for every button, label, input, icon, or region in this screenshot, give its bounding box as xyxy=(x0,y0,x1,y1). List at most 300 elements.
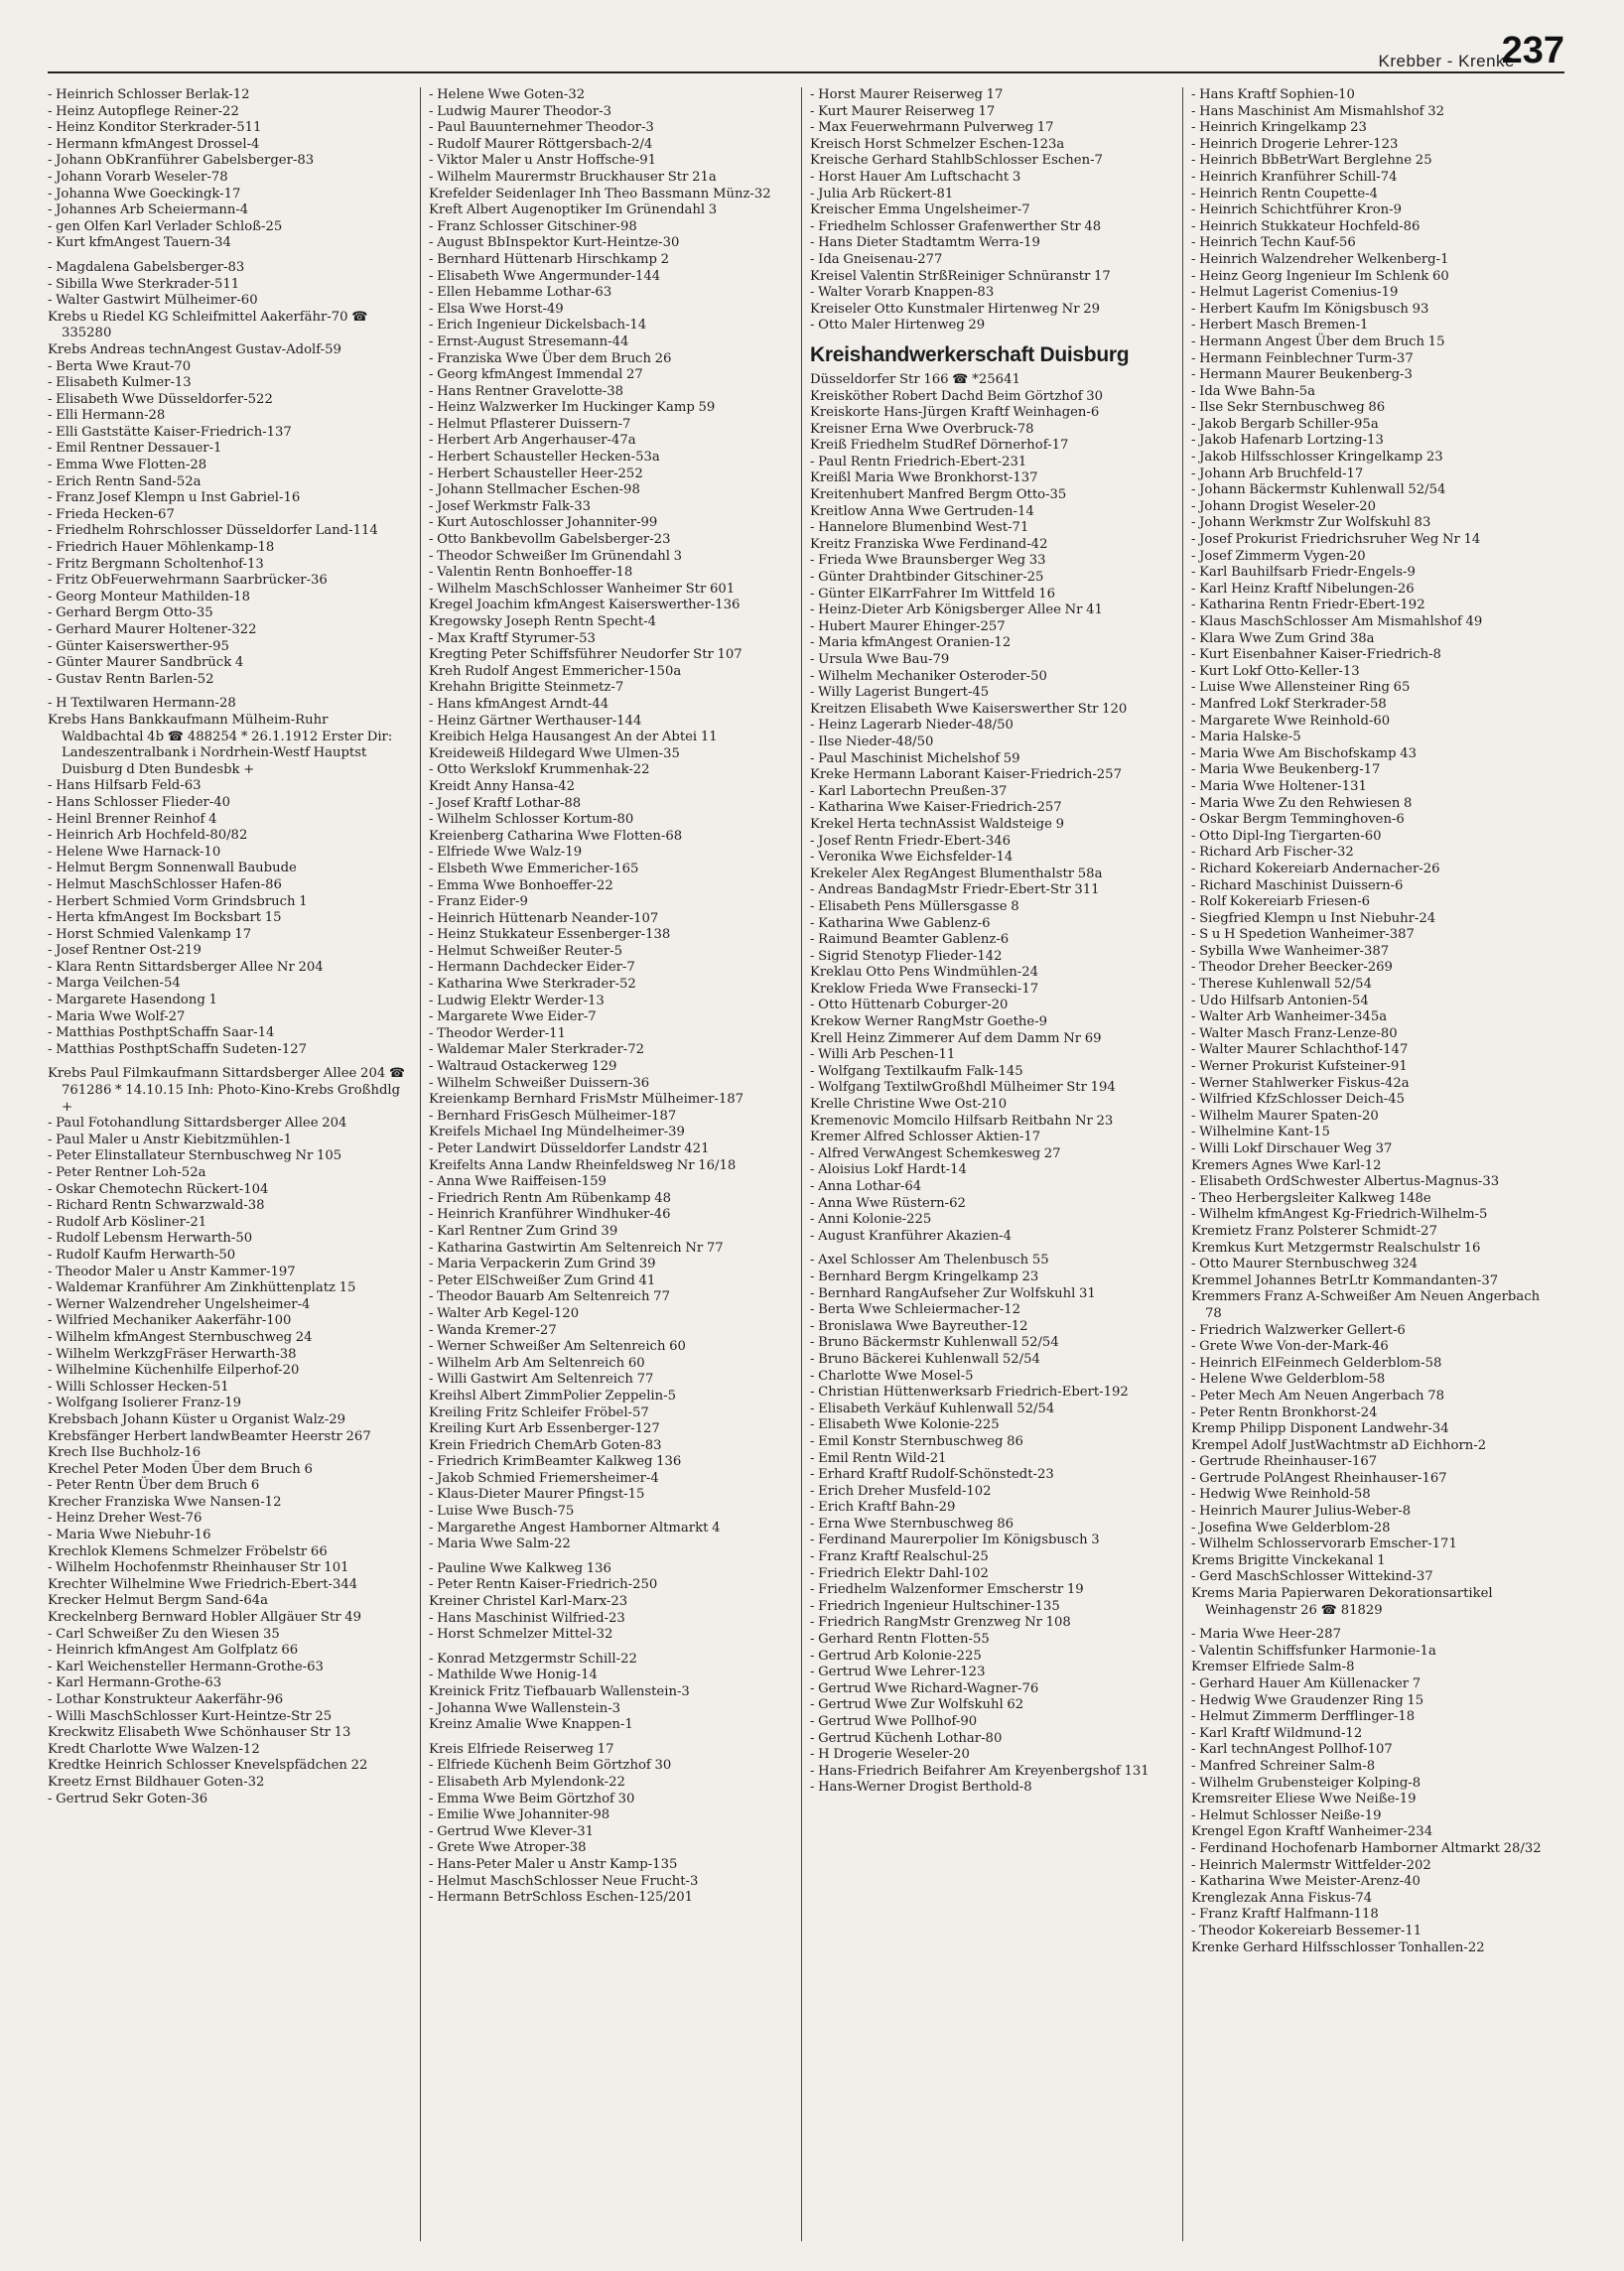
directory-entry: - Paul Bauunternehmer Theodor-3 xyxy=(429,120,654,136)
directory-entry: - Bernhard RangAufseher Zur Wolfskuhl 31 xyxy=(810,1285,1096,1301)
directory-entry: - Katharina Wwe Sterkrader-52 xyxy=(429,977,636,993)
directory-entry: Kreiskorte Hans-Jürgen Kraftf Weinhagen-6 xyxy=(810,405,1100,421)
directory-entry: - Gerhard Rentn Flotten-55 xyxy=(810,1632,990,1648)
directory-entry: - Maria Verpackerin Zum Grind 39 xyxy=(429,1257,656,1272)
directory-entry xyxy=(48,252,411,260)
directory-entry: - Günter Maurer Sandbrück 4 xyxy=(48,655,244,671)
directory-entry: - Richard Kokereiarb Andernacher-26 xyxy=(1191,861,1440,876)
directory-entry: - Heinz Autopflege Reiner-22 xyxy=(48,103,239,119)
directory-entry: - Horst Hauer Am Luftschacht 3 xyxy=(810,169,1021,185)
directory-entry: - Heinrich kfmAngest Am Golfplatz 66 xyxy=(48,1643,299,1659)
directory-entry: - Elisabeth Wwe Düsseldorfer-522 xyxy=(48,391,273,407)
directory-entry: - Elisabeth Kulmer-13 xyxy=(48,375,192,391)
column-4 xyxy=(1191,87,1555,2251)
directory-entry: - Ernst-August Stresemann-44 xyxy=(429,334,629,349)
directory-entry: - Sigrid Stenotyp Flieder-142 xyxy=(810,948,1003,964)
directory-entry: - Margarethe Angest Hamborner Altmarkt 4 xyxy=(429,1520,721,1536)
directory-entry: - Hermann BetrSchloss Eschen-125/201 xyxy=(429,1890,694,1906)
directory-entry: - Margarete Wwe Reinhold-60 xyxy=(1191,713,1391,729)
directory-entry: - Heinrich Hüttenarb Neander-107 xyxy=(429,910,659,926)
directory-entry: - Sybilla Wwe Wanheimer-387 xyxy=(1191,943,1390,959)
directory-entry: - Elisabeth Arb Mylendonk-22 xyxy=(429,1774,625,1790)
directory-entry: - Kurt Autoschlosser Johanniter-99 xyxy=(429,515,658,531)
directory-entry: - Wolfgang Textilkaufm Falk-145 xyxy=(810,1063,1023,1079)
directory-entry: - Oskar Bergm Temminghoven-6 xyxy=(1191,812,1405,828)
directory-entry: - Helene Wwe Harnack-10 xyxy=(48,844,221,860)
directory-entry: - Bernhard FrisGesch Mülheimer-187 xyxy=(429,1108,677,1124)
directory-entry: - Klaus MaschSchlosser Am Mismahlshof 49 xyxy=(1191,614,1483,629)
directory-entry: - Ilse Nieder-48/50 xyxy=(810,734,934,749)
directory-entry: - Josef Rentn Friedr-Ebert-346 xyxy=(810,833,1012,849)
directory-entry: - Oskar Chemotechn Rückert-104 xyxy=(48,1181,269,1197)
directory-entry: - Helmut Schlosser Neiße-19 xyxy=(1191,1807,1382,1823)
directory-entry: Kreitzen Elisabeth Wwe Kaiserswerther Str 120 xyxy=(810,701,1128,717)
directory-entry: - Wilhelm Schlosser Kortum-80 xyxy=(429,812,634,828)
directory-entry: - Otto Maler Hirtenweg 29 xyxy=(810,318,986,334)
directory-entry: Kreinz Amalie Wwe Knappen-1 xyxy=(429,1717,633,1733)
directory-entry: - Herbert Kaufm Im Königsbusch 93 xyxy=(1191,301,1429,317)
directory-entry xyxy=(810,1245,1173,1253)
directory-entry: - Maria Wwe Am Bischofskamp 43 xyxy=(1191,745,1418,761)
directory-entry: - Wilhelm Grubensteiger Kolping-8 xyxy=(1191,1775,1421,1791)
page-number: 237 xyxy=(1501,30,1564,71)
directory-entry: - Friedrich KrimBeamter Kalkweg 136 xyxy=(429,1454,682,1470)
directory-entry: - Walter Vorarb Knappen-83 xyxy=(810,285,995,301)
directory-entry: Kreis Elfriede Reiserweg 17 xyxy=(429,1741,614,1757)
directory-entry: - Helene Wwe Goten-32 xyxy=(429,87,586,102)
directory-entry: - Theodor Schweißer Im Grünendahl 3 xyxy=(429,548,683,564)
directory-entry: Kremietz Franz Polsterer Schmidt-27 xyxy=(1191,1223,1437,1239)
directory-entry: - Luise Wwe Allensteiner Ring 65 xyxy=(1191,680,1411,696)
directory-entry: - Veronika Wwe Eichsfelder-14 xyxy=(810,850,1014,866)
directory-entry: - Hans Maschinist Am Mismahlshof 32 xyxy=(1191,103,1445,119)
directory-entry: - Walter Arb Kegel-120 xyxy=(429,1305,580,1321)
directory-entry: - Elisabeth Verkäuf Kuhlenwall 52/54 xyxy=(810,1401,1055,1416)
directory-entry: - Richard Rentn Schwarzwald-38 xyxy=(48,1198,265,1214)
directory-entry: - Maria Wwe Niebuhr-16 xyxy=(48,1528,211,1543)
directory-entry: - Matthias PosthptSchaffn Sudeten-127 xyxy=(48,1041,308,1057)
directory-entry: Kreiseler Otto Kunstmaler Hirtenweg Nr 29 xyxy=(810,301,1100,317)
directory-entry: - Viktor Maler u Anstr Hoffsche-91 xyxy=(429,153,657,169)
directory-entry: Kredt Charlotte Wwe Walzen-12 xyxy=(48,1741,260,1757)
directory-entry: - Manfred Schreiner Salm-8 xyxy=(1191,1758,1376,1774)
directory-entry: - Gertrud Arb Kolonie-225 xyxy=(810,1648,982,1664)
directory-entry: Kreetz Ernst Bildhauer Goten-32 xyxy=(48,1774,265,1790)
directory-entry: - Gertrud Sekr Goten-36 xyxy=(48,1791,208,1806)
directory-entry: - Wilhelm Schlosservorarb Emscher-171 xyxy=(1191,1536,1457,1552)
directory-entry: - Josef Zimmerm Vygen-20 xyxy=(1191,548,1366,564)
directory-entry: - Gertrud Wwe Klever-31 xyxy=(429,1823,595,1839)
directory-entry: - Grete Wwe Von-der-Mark-46 xyxy=(1191,1339,1389,1355)
directory-entry: Kreckwitz Elisabeth Wwe Schönhauser Str 13 xyxy=(48,1725,351,1741)
directory-entry: - Theo Herbergsleiter Kalkweg 148e xyxy=(1191,1190,1431,1206)
directory-entry: - Theodor Bauarb Am Seltenreich 77 xyxy=(429,1289,670,1305)
directory-entry: - Heinz Dreher West-76 xyxy=(48,1511,203,1527)
directory-entry: - Wilhelm Arb Am Seltenreich 60 xyxy=(429,1355,645,1371)
directory-entry: - Ursula Wwe Bau-79 xyxy=(810,652,950,667)
directory-entry: Krelle Christine Wwe Ost-210 xyxy=(810,1097,1008,1113)
directory-entry: - Heinrich Maurer Julius-Weber-8 xyxy=(1191,1504,1412,1520)
directory-entry: - Johanna Wwe Wallenstein-3 xyxy=(429,1700,621,1716)
directory-entry: - Gertrud Wwe Pollhof-90 xyxy=(810,1714,978,1729)
directory-entry: - Josefina Wwe Gelderblom-28 xyxy=(1191,1520,1391,1536)
directory-entry: Krengel Egon Kraftf Wanheimer-234 xyxy=(1191,1824,1433,1840)
directory-entry: - Erich Rentn Sand-52a xyxy=(48,473,202,489)
directory-entry: - Hans Hilfsarb Feld-63 xyxy=(48,778,202,794)
directory-entry: - Hedwig Wwe Graudenzer Ring 15 xyxy=(1191,1692,1424,1708)
directory-entry: Kreienkamp Bernhard FrisMstr Mülheimer-187 xyxy=(429,1092,744,1108)
directory-entry: Kremmers Franz A-Schweißer Am Neuen Angerbach 78 xyxy=(1191,1289,1541,1321)
directory-entry: - Herbert Schmied Vorm Grindsbruch 1 xyxy=(48,893,308,909)
directory-entry: - Rudolf Lebensm Herwarth-50 xyxy=(48,1231,253,1247)
directory-entry: - Willy Lagerist Bungert-45 xyxy=(810,685,990,701)
directory-entry: - Helmut MaschSchlosser Hafen-86 xyxy=(48,876,282,892)
directory-entry: - Heinz Georg Ingenieur Im Schlenk 60 xyxy=(1191,268,1449,284)
directory-entry: - Heinz Konditor Sterkrader-511 xyxy=(48,120,262,136)
directory-entry: - Maria Wwe Wolf-27 xyxy=(48,1008,186,1024)
directory-entry: - Emil Konstr Sternbuschweg 86 xyxy=(810,1433,1023,1449)
directory-entry: - Bruno Bäckermstr Kuhlenwall 52/54 xyxy=(810,1335,1059,1351)
directory-entry: - Heinz Stukkateur Essenberger-138 xyxy=(429,927,671,943)
directory-entry: - Alfred VerwAngest Schemkesweg 27 xyxy=(810,1145,1061,1161)
directory-entry: - Karl Kraftf Wildmund-12 xyxy=(1191,1725,1363,1741)
directory-entry: - Maria Wwe Zu den Rehwiesen 8 xyxy=(1191,795,1413,811)
directory-entry: - Heinrich Drogerie Lehrer-123 xyxy=(1191,136,1399,152)
directory-entry: - Axel Schlosser Am Thelenbusch 55 xyxy=(810,1253,1049,1269)
directory-entry: - Helmut Zimmerm Derfflinger-18 xyxy=(1191,1709,1416,1725)
directory-entry: - Elisabeth Pens Müllersgasse 8 xyxy=(810,898,1019,914)
directory-entry: - Max Kraftf Styrumer-53 xyxy=(429,630,596,646)
directory-entry: - Hans-Peter Maler u Anstr Kamp-135 xyxy=(429,1856,678,1872)
directory-entry: - Maria Wwe Beukenberg-17 xyxy=(1191,762,1381,778)
directory-entry: - Karl Labortechn Preußen-37 xyxy=(810,783,1008,799)
directory-entry: - Sibilla Wwe Sterkrader-511 xyxy=(48,276,240,292)
directory-entry: - Valentin Schiffsfunker Harmonie-1a xyxy=(1191,1643,1436,1659)
directory-entry: - Ilse Sekr Sternbuschweg 86 xyxy=(1191,400,1386,416)
directory-entry: - Franz Kraftf Halfmann-118 xyxy=(1191,1907,1379,1923)
directory-entry: - Wilhelm Maurermstr Bruckhauser Str 21a xyxy=(429,169,717,185)
directory-entry: Kremers Agnes Wwe Karl-12 xyxy=(1191,1157,1382,1173)
directory-entry: - Hans Maschinist Wilfried-23 xyxy=(429,1610,625,1626)
directory-entry: Kreklow Frieda Wwe Fransecki-17 xyxy=(810,981,1039,997)
directory-entry: - Peter Elinstallateur Sternbuschweg Nr 105 xyxy=(48,1148,342,1164)
directory-entry: - Wilhelm kfmAngest Kg-Friedrich-Wilhelm-5 xyxy=(1191,1207,1488,1223)
directory-entry: - Herbert Schausteller Heer-252 xyxy=(429,466,643,481)
directory-entry: - gen Olfen Karl Verlader Schloß-25 xyxy=(48,218,283,234)
directory-entry: - Horst Schmied Valenkamp 17 xyxy=(48,926,252,942)
directory-entry: - Heinrich Stukkateur Hochfeld-86 xyxy=(1191,218,1421,234)
directory-entry: Krempel Adolf JustWachtmstr aD Eichhorn-2 xyxy=(1191,1437,1487,1453)
directory-entry: - Wilhelm Hochofenmstr Rheinhauser Str 101 xyxy=(48,1560,349,1576)
directory-entry: - Karl Rentner Zum Grind 39 xyxy=(429,1223,618,1239)
directory-entry: - Lothar Konstrukteur Aakerfähr-96 xyxy=(48,1692,284,1707)
directory-entry: - Hubert Maurer Ehinger-257 xyxy=(810,618,1006,634)
directory-entry: - Elsa Wwe Horst-49 xyxy=(429,301,564,317)
directory-entry: - Gertrud Wwe Lehrer-123 xyxy=(810,1665,986,1680)
directory-entry: - Max Feuerwehrmann Pulverweg 17 xyxy=(810,120,1054,136)
directory-entry: - Elfriede Küchenh Beim Görtzhof 30 xyxy=(429,1758,672,1774)
section-heading: Kreishandwerkerschaft Duisburg xyxy=(810,342,1130,366)
directory-entry: - Franziska Wwe Über dem Bruch 26 xyxy=(429,350,672,366)
directory-entry: - Emma Wwe Beim Görtzhof 30 xyxy=(429,1791,635,1806)
directory-entry: - Maria Wwe Holtener-131 xyxy=(1191,778,1367,794)
directory-entry: - Paul Rentn Friedrich-Ebert-231 xyxy=(810,454,1027,469)
directory-entry: - Werner Schweißer Am Seltenreich 60 xyxy=(429,1339,686,1355)
directory-entry: - Richard Arb Fischer-32 xyxy=(1191,845,1354,861)
directory-entry: - Grete Wwe Atroper-38 xyxy=(429,1840,587,1856)
directory-entry: - Herbert Masch Bremen-1 xyxy=(1191,318,1369,334)
directory-entry: Krell Heinz Zimmerer Auf dem Damm Nr 69 xyxy=(810,1030,1102,1046)
directory-entry: Krems Maria Papierwaren Dekorationsartikel Weinhagenstr 26 ☎ 81829 xyxy=(1191,1586,1493,1618)
directory-entry: - Erhard Kraftf Rudolf-Schönstedt-23 xyxy=(810,1467,1054,1483)
directory-entry: - Hans-Friedrich Beifahrer Am Kreyenbergshof 131 xyxy=(810,1763,1150,1779)
directory-entry: Krekeler Alex RegAngest Blumenthalstr 58a xyxy=(810,866,1103,881)
directory-entry: - Paul Fotohandlung Sittardsberger Allee 204 xyxy=(48,1116,347,1132)
directory-entry: - Werner Walzendreher Ungelsheimer-4 xyxy=(48,1296,311,1312)
directory-entry: Kreisner Erna Wwe Overbruck-78 xyxy=(810,421,1034,437)
directory-entry: - Theodor Dreher Beecker-269 xyxy=(1191,960,1393,976)
directory-entry: - Wilfried KfzSchlosser Deich-45 xyxy=(1191,1092,1406,1108)
directory-entry: - Bernhard Bergm Kringelkamp 23 xyxy=(810,1269,1039,1284)
directory-entry: Kreischer Emma Ungelsheimer-7 xyxy=(810,202,1030,218)
directory-entry: - Hans-Werner Drogist Berthold-8 xyxy=(810,1780,1032,1796)
directory-entry: Kreibich Helga Hausangest An der Abtei 11 xyxy=(429,730,718,745)
directory-entry xyxy=(1191,1619,1555,1627)
directory-entry xyxy=(429,1734,792,1742)
directory-entry: - Friedhelm Walzenformer Emscherstr 19 xyxy=(810,1582,1084,1598)
directory-entry: Krehahn Brigitte Steinmetz-7 xyxy=(429,680,624,696)
directory-entry: - Bronislawa Wwe Bayreuther-12 xyxy=(810,1318,1028,1334)
directory-entry: Kreische Gerhard StahlbSchlosser Eschen-7 xyxy=(810,153,1103,169)
directory-entry: - Peter Rentner Loh-52a xyxy=(48,1165,206,1180)
directory-entry: Krems Brigitte Vinckekanal 1 xyxy=(1191,1552,1386,1568)
directory-entry: - Waldemar Maler Sterkrader-72 xyxy=(429,1042,645,1058)
directory-entry: - Manfred Lokf Sterkrader-58 xyxy=(1191,696,1387,712)
directory-entry: - Heinrich Kranführer Schill-74 xyxy=(1191,169,1398,185)
directory-entry: - Maria Wwe Salm-22 xyxy=(429,1536,571,1552)
directory-entry: - Waldemar Kranführer Am Zinkhüttenplatz 15 xyxy=(48,1280,356,1296)
directory-entry: Kreisköther Robert Dachd Beim Görtzhof 30 xyxy=(810,388,1104,404)
directory-entry: - Helmut MaschSchlosser Neue Frucht-3 xyxy=(429,1873,699,1889)
directory-entry: Kremer Alfred Schlosser Aktien-17 xyxy=(810,1130,1041,1145)
directory-entry: - Gustav Rentn Barlen-52 xyxy=(48,671,214,687)
directory-entry: Krechter Wilhelmine Wwe Friedrich-Ebert-344 xyxy=(48,1576,358,1592)
directory-entry: - Elisabeth Wwe Angermunder-144 xyxy=(429,268,661,284)
directory-entry: - Friedhelm Schlosser Grafenwerther Str 48 xyxy=(810,218,1102,234)
directory-entry: - Margarete Hasendong 1 xyxy=(48,993,217,1008)
directory-entry: Kremmel Johannes BetrLtr Kommandanten-37 xyxy=(1191,1272,1499,1288)
directory-entry: - Hermann Dachdecker Eider-7 xyxy=(429,960,635,976)
directory-entry: - Charlotte Wwe Mosel-5 xyxy=(810,1368,974,1384)
directory-entry: - Friedrich Hauer Möhlenkamp-18 xyxy=(48,540,275,556)
directory-entry: - Johann Werkmstr Zur Wolfskuhl 83 xyxy=(1191,515,1431,531)
directory-entry: - Elli Hermann-28 xyxy=(48,408,166,424)
directory-entry: - Erich Ingenieur Dickelsbach-14 xyxy=(429,318,647,334)
directory-entry: - Elsbeth Wwe Emmericher-165 xyxy=(429,861,639,876)
directory-entry: Kreiß Friedhelm StudRef Dörnerhof-17 xyxy=(810,438,1069,454)
directory-entry: - Siegfried Klempn u Inst Niebuhr-24 xyxy=(1191,910,1436,926)
directory-entry: - Heinz Lagerarb Nieder-48/50 xyxy=(810,718,1014,734)
directory-entry: Kreiling Fritz Schleifer Fröbel-57 xyxy=(429,1404,649,1420)
directory-entry: - Willi Lokf Dirschauer Weg 37 xyxy=(1191,1141,1393,1156)
directory-entry: - Katharina Wwe Kaiser-Friedrich-257 xyxy=(810,800,1062,816)
directory-entry: - Peter Landwirt Düsseldorfer Landstr 421 xyxy=(429,1141,710,1156)
directory-entry: Kreifelts Anna Landw Rheinfeldsweg Nr 16/18 xyxy=(429,1157,737,1173)
directory-entry: - Heinl Brenner Reinhof 4 xyxy=(48,811,217,827)
directory-entry: - Karl Heinz Kraftf Nibelungen-26 xyxy=(1191,581,1415,597)
directory-entry: - Heinrich Kranführer Windhuker-46 xyxy=(429,1207,671,1223)
directory-entry: - Heinrich Techn Kauf-56 xyxy=(1191,235,1356,251)
directory-entry: - Hannelore Blumenbind West-71 xyxy=(810,520,1029,536)
directory-entry: - Aloisius Lokf Hardt-14 xyxy=(810,1162,967,1178)
directory-entry: - Elli Gaststätte Kaiser-Friedrich-137 xyxy=(48,424,292,440)
directory-entry: - Josef Werkmstr Falk-33 xyxy=(429,498,591,514)
directory-entry: - Carl Schweißer Zu den Wiesen 35 xyxy=(48,1626,280,1642)
directory-entry: - Johann Arb Bruchfeld-17 xyxy=(1191,466,1364,481)
directory-entry: - Paul Maler u Anstr Kiebitzmühlen-1 xyxy=(48,1132,292,1147)
directory-entry: - Wilfried Mechaniker Aakerfähr-100 xyxy=(48,1313,292,1329)
directory-entry: - Theodor Maler u Anstr Kammer-197 xyxy=(48,1264,296,1279)
directory-entry: Krein Friedrich ChemArb Goten-83 xyxy=(429,1437,662,1453)
directory-entry: - Günter Drahtbinder Gitschiner-25 xyxy=(810,570,1044,586)
directory-entry: - Ida Gneisenau-277 xyxy=(810,251,943,267)
directory-entry: - Heinrich ElFeinmech Gelderblom-58 xyxy=(1191,1355,1442,1371)
directory-entry: - Klaus-Dieter Maurer Pfingst-15 xyxy=(429,1487,645,1503)
directory-entry: - Heinrich BbBetrWart Berglehne 25 xyxy=(1191,153,1432,169)
directory-entry: Krech Ilse Buchholz-16 xyxy=(48,1445,202,1461)
directory-columns xyxy=(48,87,1564,2251)
directory-entry: - Gertrud Wwe Zur Wolfskuhl 62 xyxy=(810,1697,1024,1713)
directory-entry: Krechlok Klemens Schmelzer Fröbelstr 66 xyxy=(48,1543,328,1559)
directory-entry: - Paul Maschinist Michelshof 59 xyxy=(810,750,1020,766)
directory-entry: - Josef Prokurist Friedrichsruher Weg Nr 14 xyxy=(1191,532,1481,548)
column-1 xyxy=(48,87,411,2251)
directory-entry: - Pauline Wwe Kalkweg 136 xyxy=(429,1560,611,1576)
directory-entry: - Friedrich RangMstr Grenzweg Nr 108 xyxy=(810,1615,1071,1631)
directory-entry: - Frieda Wwe Braunsberger Weg 33 xyxy=(810,553,1046,569)
directory-entry: Krebs Paul Filmkaufmann Sittardsberger Allee 204 ☎ 761286 * 14.10.15 Inh: Photo-Kino-Krebs Großhdlg + xyxy=(48,1066,406,1115)
directory-entry: Krefelder Seidenlager Inh Theo Bassmann Münz-32 xyxy=(429,186,771,201)
directory-entry: - Wolfgang TextilwGroßhdl Mülheimer Str 194 xyxy=(810,1080,1116,1096)
directory-entry: Kredtke Heinrich Schlosser Knevelspfädchen 22 xyxy=(48,1758,368,1774)
directory-entry: - Helmut Lagerist Comenius-19 xyxy=(1191,285,1399,301)
directory-entry: - Helmut Schweißer Reuter-5 xyxy=(429,943,622,959)
directory-entry: - Wilhelmine Kant-15 xyxy=(1191,1125,1330,1140)
directory-entry: - Bernhard Hüttenarb Hirschkamp 2 xyxy=(429,251,669,267)
directory-entry: Kreinick Fritz Tiefbauarb Wallenstein-3 xyxy=(429,1684,690,1699)
directory-entry: - Hans Kraftf Sophien-10 xyxy=(1191,87,1355,102)
directory-entry: - Kurt Lokf Otto-Keller-13 xyxy=(1191,663,1360,679)
directory-entry: - Otto Hüttenarb Coburger-20 xyxy=(810,998,1009,1013)
directory-entry: Kremp Philipp Disponent Landwehr-34 xyxy=(1191,1421,1449,1437)
directory-entry: - Horst Maurer Reiserweg 17 xyxy=(810,87,1004,102)
directory-entry: - Johann Vorarb Weseler-78 xyxy=(48,169,228,185)
directory-entry: - Herbert Schausteller Hecken-53a xyxy=(429,450,660,466)
directory-entry: - Anna Wwe Rüstern-62 xyxy=(810,1195,966,1211)
directory-entry: - Walter Arb Wanheimer-345a xyxy=(1191,1009,1388,1025)
directory-entry: - Wilhelm WerkzgFräser Herwarth-38 xyxy=(48,1346,297,1362)
directory-entry: - Gerd MaschSchlosser Wittekind-37 xyxy=(1191,1569,1433,1585)
directory-entry: - Gerhard Maurer Holtener-322 xyxy=(48,622,257,637)
directory-entry: - Anna Lothar-64 xyxy=(810,1179,922,1194)
directory-entry: Kreiling Kurt Arb Essenberger-127 xyxy=(429,1421,660,1437)
directory-entry: - Emilie Wwe Johanniter-98 xyxy=(429,1807,610,1823)
directory-entry: - Gertrud Küchenh Lothar-80 xyxy=(810,1730,1003,1746)
directory-entry: - Günter Kaiserswerther-95 xyxy=(48,638,229,654)
directory-entry: Krenglezak Anna Fiskus-74 xyxy=(1191,1890,1373,1906)
directory-entry: Kreiner Christel Karl-Marx-23 xyxy=(429,1594,628,1610)
directory-entry: - Gertrude PolAngest Rheinhauser-167 xyxy=(1191,1470,1447,1486)
directory-entry: - Maria Halske-5 xyxy=(1191,730,1301,745)
directory-entry: - Wilhelm Mechaniker Osteroder-50 xyxy=(810,668,1047,684)
directory-entry: - Johannes Arb Scheiermann-4 xyxy=(48,202,249,218)
directory-entry: - Friedrich Walzwerker Gellert-6 xyxy=(1191,1322,1406,1338)
directory-entry: - Josef Kraftf Lothar-88 xyxy=(429,795,582,811)
directory-entry: - Jakob Bergarb Schiller-95a xyxy=(1191,416,1379,432)
directory-entry: - Walter Gastwirt Mülheimer-60 xyxy=(48,293,258,309)
directory-entry: - Maria Wwe Heer-287 xyxy=(1191,1627,1341,1643)
directory-entry: - Katharina Wwe Gablenz-6 xyxy=(810,915,991,931)
directory-entry: - Hedwig Wwe Reinhold-58 xyxy=(1191,1487,1371,1503)
directory-entry: - Raimund Beamter Gablenz-6 xyxy=(810,932,1010,948)
directory-entry: - Fritz ObFeuerwehrmann Saarbrücker-36 xyxy=(48,573,328,589)
directory-entry: - Kurt Maurer Reiserweg 17 xyxy=(810,103,996,119)
directory-entry: - Matthias PosthptSchaffn Saar-14 xyxy=(48,1025,275,1041)
directory-entry: Kreisel Valentin StrßReiniger Schnüranstr 17 xyxy=(810,268,1111,284)
directory-entry: - August Kranführer Akazien-4 xyxy=(810,1228,1013,1244)
directory-entry: Kreke Hermann Laborant Kaiser-Friedrich-257 xyxy=(810,767,1122,783)
directory-entry: - Peter Rentn Bronkhorst-24 xyxy=(1191,1404,1378,1420)
directory-entry: - Otto Maurer Sternbuschweg 324 xyxy=(1191,1257,1419,1272)
directory-entry: - Klara Wwe Zum Grind 38a xyxy=(1191,630,1375,646)
directory-entry xyxy=(48,1058,411,1066)
directory-entry: Kreihsl Albert ZimmPolier Zeppelin-5 xyxy=(429,1388,676,1403)
directory-entry: - Richard Maschinist Duissern-6 xyxy=(1191,877,1404,893)
directory-entry: - Konrad Metzgermstr Schill-22 xyxy=(429,1651,637,1667)
directory-entry: - H Drogerie Weseler-20 xyxy=(810,1747,970,1763)
directory-entry: - Walter Maurer Schlachthof-147 xyxy=(1191,1042,1409,1058)
directory-entry: - Wilhelm Maurer Spaten-20 xyxy=(1191,1108,1379,1124)
directory-entry: Krekel Herta technAssist Waldsteige 9 xyxy=(810,816,1064,832)
directory-entry: Kremkus Kurt Metzgermstr Realschulstr 16 xyxy=(1191,1240,1481,1256)
directory-entry: - Hermann Feinblechner Turm-37 xyxy=(1191,350,1414,366)
directory-entry: Kremenovic Momcilo Hilfsarb Reitbahn Nr 23 xyxy=(810,1113,1114,1129)
directory-entry: - Heinrich Rentn Coupette-4 xyxy=(1191,186,1378,201)
directory-entry: - Hans Dieter Stadtamtm Werra-19 xyxy=(810,235,1040,251)
directory-entry: - Rudolf Arb Kösliner-21 xyxy=(48,1214,207,1230)
directory-entry: - Anna Wwe Raiffeisen-159 xyxy=(429,1174,607,1190)
directory-entry: Krechel Peter Moden Über dem Bruch 6 xyxy=(48,1461,313,1477)
directory-entry: - Willi MaschSchlosser Kurt-Heintze-Str 25 xyxy=(48,1708,333,1724)
directory-entry: Kremser Elfriede Salm-8 xyxy=(1191,1660,1355,1675)
directory-entry: - Ferdinand Hochofenarb Hamborner Altmarkt 28/32 xyxy=(1191,1840,1542,1856)
directory-entry: - Otto Bankbevollm Gabelsberger-23 xyxy=(429,532,671,548)
directory-entry: - Katharina Gastwirtin Am Seltenreich Nr 77 xyxy=(429,1240,724,1256)
directory-entry: - Friedrich Elektr Dahl-102 xyxy=(810,1565,989,1581)
directory-entry: - Otto Dipl-Ing Tiergarten-60 xyxy=(1191,828,1382,844)
directory-entry: - H Textilwaren Hermann-28 xyxy=(48,696,236,712)
directory-entry: Kreklau Otto Pens Windmühlen-24 xyxy=(810,965,1039,981)
directory-entry: Krekow Werner RangMstr Goethe-9 xyxy=(810,1014,1048,1030)
directory-entry: - Jakob Hilfsschlosser Kringelkamp 23 xyxy=(1191,450,1443,466)
directory-entry: - Heinrich Schichtführer Kron-9 xyxy=(1191,202,1402,218)
directory-entry: Kreitenhubert Manfred Bergm Otto-35 xyxy=(810,487,1067,503)
directory-entry: - Franz Josef Klempn u Inst Gabriel-16 xyxy=(48,490,301,506)
directory-entry: - Ferdinand Maurerpolier Im Königsbusch 3 xyxy=(810,1533,1100,1548)
column-2 xyxy=(429,87,792,2251)
directory-entry: - Wilhelm Schweißer Duissern-36 xyxy=(429,1075,650,1091)
directory-entry: Kreißl Maria Wwe Bronkhorst-137 xyxy=(810,470,1038,486)
